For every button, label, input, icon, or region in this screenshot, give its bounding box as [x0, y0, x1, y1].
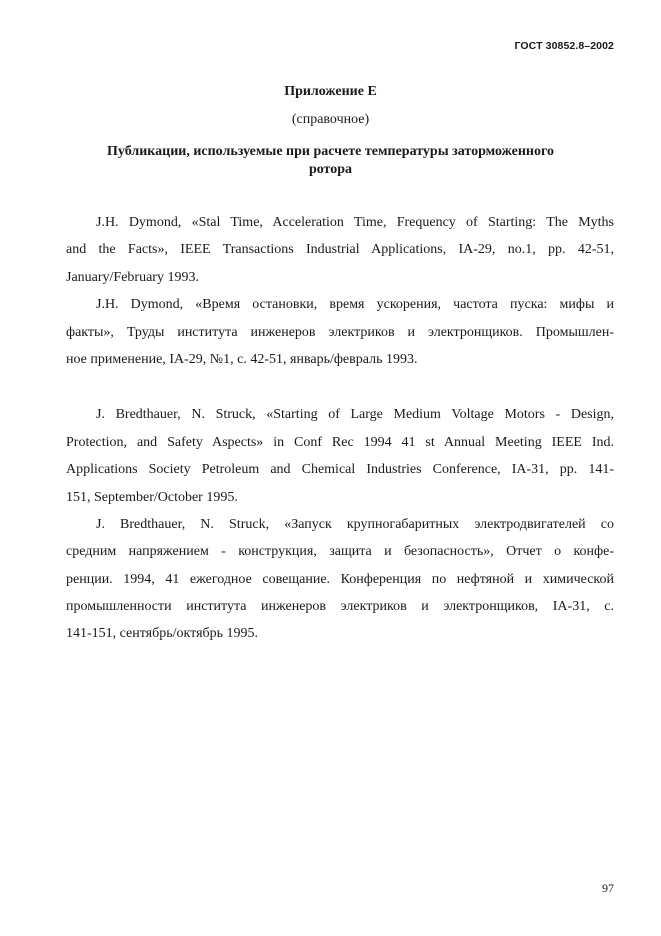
- document-code: ГОСТ 30852.8–2002: [514, 40, 614, 52]
- appendix-title: Приложение Е: [284, 84, 377, 99]
- reference-line: January/February 1993.: [66, 269, 199, 285]
- reference-item: [66, 291, 614, 373]
- reference-line: J.H. Dymond, «Stal Time, Acceleration Time, Frequency of Starting: The Myths: [96, 215, 614, 230]
- page-number: 97: [602, 881, 614, 895]
- reference-line: and the Facts», IEEE Transactions Industrial Applications, IA-29, no.1, pp. 42-51,: [66, 242, 614, 258]
- section-title: [0, 143, 661, 179]
- reference-item: [66, 511, 614, 648]
- reference-line: промышленности института инженеров электриков и электронщиков, IA-31, с.: [66, 599, 614, 615]
- reference-line: J. Bredthauer, N. Struck, «Starting of Large Medium Voltage Motors - Design,: [96, 407, 614, 423]
- paragraph-gap: [66, 373, 614, 401]
- reference-line: 141-151, сентябрь/октябрь 1995.: [66, 626, 259, 642]
- reference-item: [66, 209, 614, 291]
- reference-line: 151, September/October 1995.: [66, 489, 238, 505]
- reference-line: J.H. Dymond, «Время остановки, время ускорения, частота пуска: мифы и: [96, 297, 614, 313]
- references-list: [66, 209, 614, 648]
- reference-line: ренции. 1994, 41 ежегодное совещание. Конференция по нефтяной и химической: [66, 571, 614, 587]
- reference-line: ное применение, IA-29, №1, с. 42-51, январь/февраль 1993.: [66, 351, 418, 367]
- reference-line: факты», Труды института инженеров электриков и электронщиков. Промышлен-: [66, 324, 614, 340]
- reference-line: J. Bredthauer, N. Struck, «Запуск крупногабаритных электродвигателей со: [96, 516, 614, 532]
- reference-line: Protection, and Safety Aspects» in Conf Rec 1994 41 st Annual Meeting IEEE Ind.: [66, 434, 614, 450]
- section-title-line: ротора: [308, 162, 353, 177]
- reference-line: средним напряжением - конструкция, защита и безопасность», Отчет о конфе-: [66, 544, 614, 560]
- section-title-line: Публикации, используемые при расчете температуры заторможенного: [107, 144, 554, 159]
- reference-line: Applications Society Petroleum and Chemical Industries Conference, IA-31, pp. 141-: [66, 462, 614, 478]
- reference-item: [66, 401, 614, 511]
- appendix-type: (справочное): [291, 112, 370, 127]
